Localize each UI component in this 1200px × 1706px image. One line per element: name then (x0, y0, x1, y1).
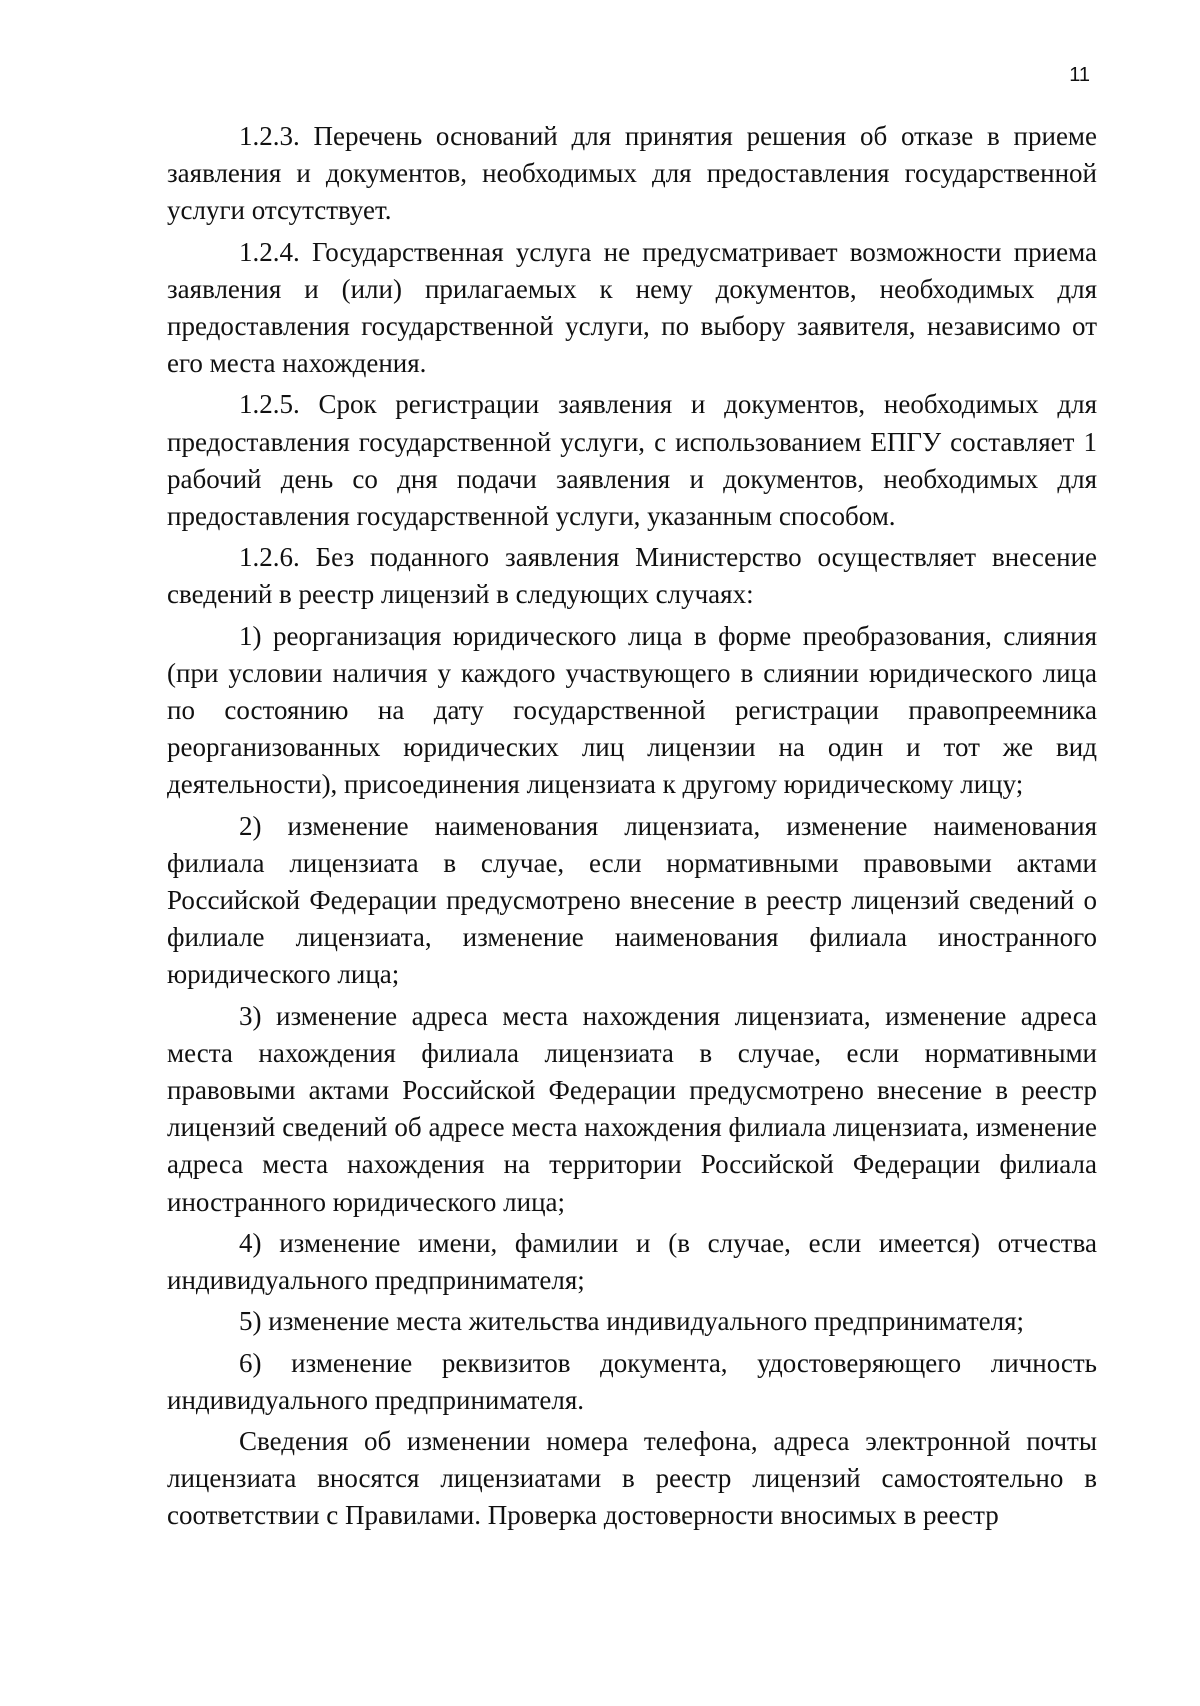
list-item-6: 6) изменение реквизитов документа, удостоверяющего личность индивидуального предпринимателя. (167, 1347, 1097, 1415)
list-item-3: 3) изменение адреса места нахождения лицензиата, изменение адреса места нахождения филиала лицензиата в случае, если нормативными правовыми актами Российской Федерации предусмотрено внесение в реестр лицензий сведений об адресе места нахождения филиала лицензиата, изменение адреса места нахождения на территории Российской Федерации филиала иностранного юридического лица; (167, 1000, 1097, 1217)
list-item-4: 4) изменение имени, фамилии и (в случае, если имеется) отчества индивидуального предпринимателя; (167, 1227, 1097, 1296)
list-item-1: 1) реорганизация юридического лица в форме преобразования, слияния (при условии наличия у каждого участвующего в слиянии юридического лица по состоянию на дату государственной регистрации правопреемника реорганизованных юридических лиц лицензии на один и тот же вид деятельности), присоединения лицензиата к другому юридическому лицу; (167, 620, 1097, 800)
list-item-5: 5) изменение места жительства индивидуального предпринимателя; (239, 1306, 1025, 1337)
paragraph-1-2-5: 1.2.5. Срок регистрации заявления и документов, необходимых для предоставления государственной услуги, с использованием ЕПГУ составляет 1 рабочий день со дня подачи заявления и документов, необходимых для предоставления государственной услуги, указанным способом. (167, 389, 1097, 532)
paragraph-1-2-6: 1.2.6. Без поданного заявления Министерство осуществляет внесение сведений в реестр лицензий в следующих случаях: (167, 542, 1097, 610)
document-body (167, 118, 1097, 1539)
list-item-2: 2) изменение наименования лицензиата, изменение наименования филиала лицензиата в случае, если нормативными правовыми актами Российской Федерации предусмотрено внесение в реестр лицензий сведений о филиале лицензиата, изменение наименования филиала иностранного юридического лица; (167, 810, 1097, 990)
paragraph-1-2-4: 1.2.4. Государственная услуга не предусматривает возможности приема заявления и (или) прилагаемых к нему документов, необходимых для предоставления государственной услуги, по выбору заявителя, независимо от его места нахождения. (167, 236, 1097, 379)
paragraph-1-2-3: 1.2.3. Перечень оснований для принятия решения об отказе в приеме заявления и документов, необходимых для предоставления государственной услуги отсутствует. (167, 121, 1097, 226)
paragraph-contact-changes: Сведения об изменении номера телефона, адреса электронной почты лицензиата вносятся лицензиатами в реестр лицензий самостоятельно в соответствии с Правилами. Проверка достоверности вносимых в реестр (167, 1425, 1097, 1531)
page-number: 11 (1069, 64, 1090, 86)
